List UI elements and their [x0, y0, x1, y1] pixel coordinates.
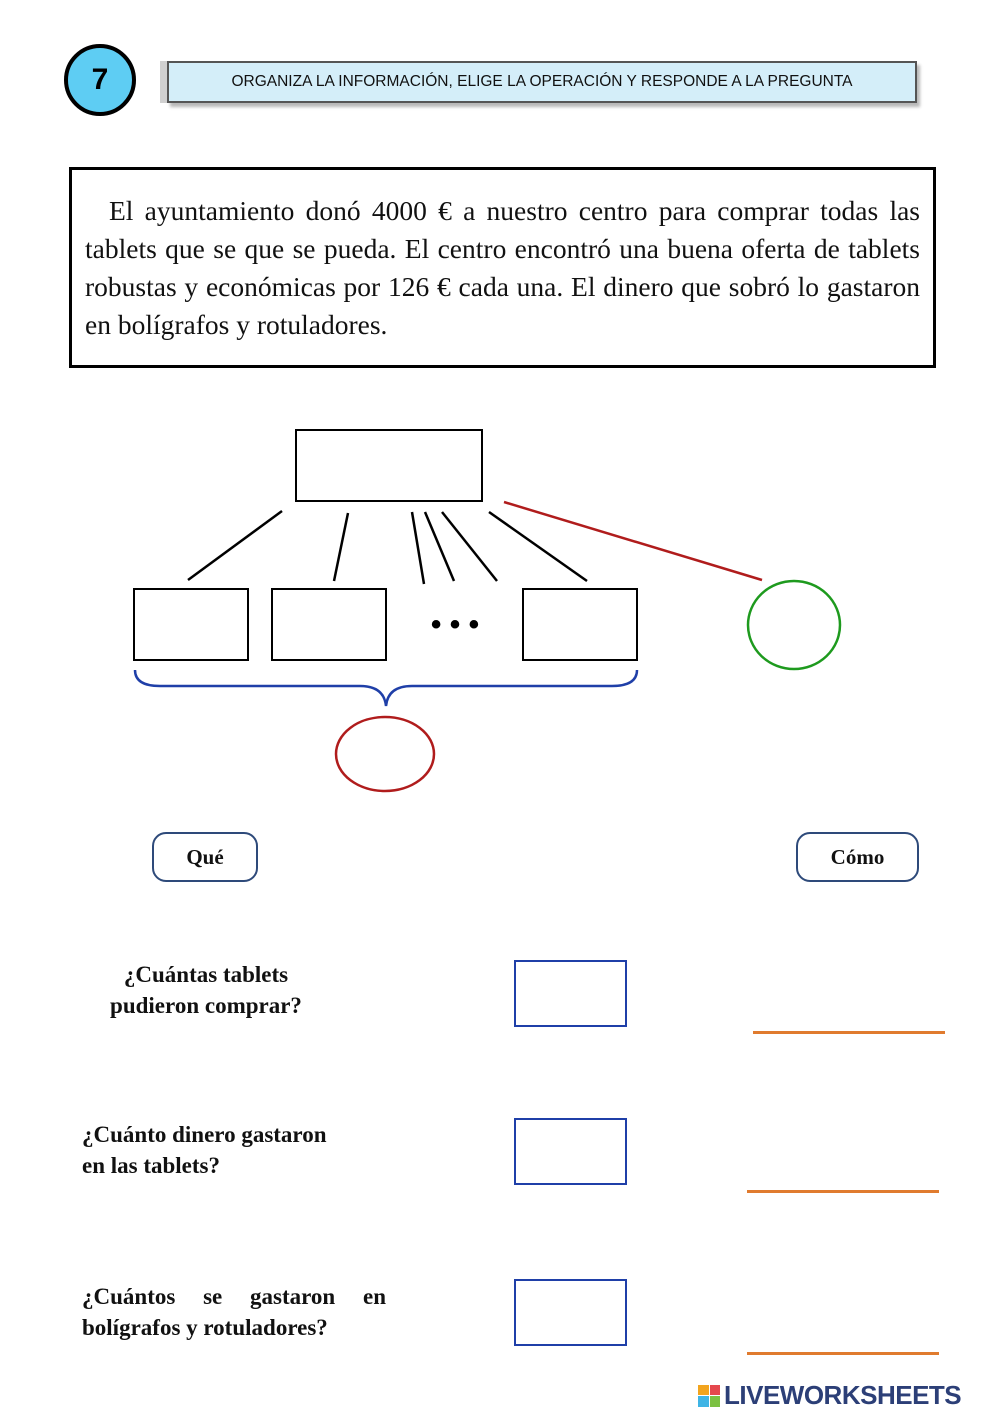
- question-1: [86, 959, 326, 1021]
- connector-line: [412, 512, 424, 584]
- curly-brace: [135, 670, 637, 706]
- connector-line: [188, 511, 282, 580]
- answer-line-3[interactable]: [747, 1352, 939, 1355]
- remainder-connector-line: [504, 502, 762, 580]
- ellipsis-dots: • • •: [430, 608, 480, 641]
- exercise-number-badge: [64, 44, 136, 116]
- operation-box-1[interactable]: [514, 960, 627, 1027]
- question-2-line-2: en las tablets?: [82, 1153, 220, 1178]
- part-box-1[interactable]: [134, 589, 248, 660]
- instruction-text: ORGANIZA LA INFORMACIÓN, ELIGE LA OPERACIÓN Y RESPONDE A LA PREGUNTA: [231, 73, 853, 90]
- question-1-line-2: pudieron comprar?: [110, 993, 302, 1018]
- que-label-text: Qué: [186, 844, 224, 869]
- count-circle[interactable]: [336, 717, 434, 791]
- part-box-2[interactable]: [272, 589, 386, 660]
- question-2-line-1: ¿Cuánto dinero gastaron: [82, 1122, 327, 1147]
- liveworksheets-watermark: [698, 1380, 961, 1411]
- instruction-banner: [167, 61, 917, 103]
- problem-text: El ayuntamiento donó 4000 € a nuestro centro para comprar todas las tablets que se que se pueda. El centro encontró una buena oferta de tablets robustas y económicas por 126 € cada una. El dinero que sobró lo gastaron en bolígrafos y rotuladores.: [85, 195, 920, 340]
- connector-line: [442, 512, 497, 581]
- question-3: [82, 1281, 386, 1343]
- exercise-number: 7: [91, 63, 109, 96]
- como-label-text: Cómo: [830, 844, 885, 869]
- question-3-line-2: bolígrafos y rotuladores?: [82, 1315, 328, 1340]
- que-label: [152, 832, 258, 882]
- watermark-text: LIVEWORKSHEETS: [724, 1380, 962, 1410]
- connector-line: [489, 512, 587, 581]
- operation-box-3[interactable]: [514, 1279, 627, 1346]
- total-box[interactable]: [296, 430, 482, 501]
- operation-box-2[interactable]: [514, 1118, 627, 1185]
- remainder-circle[interactable]: [748, 581, 840, 669]
- liveworksheets-logo-icon: [698, 1385, 720, 1407]
- part-box-last[interactable]: [523, 589, 637, 660]
- question-1-line-1: ¿Cuántas tablets: [123, 962, 289, 987]
- answer-line-1[interactable]: [753, 1031, 945, 1034]
- question-2: [82, 1119, 382, 1181]
- problem-statement-box: [69, 167, 936, 368]
- question-3-line-1: ¿Cuántos se gastaron en: [82, 1284, 386, 1309]
- connector-line: [334, 513, 348, 581]
- como-label: [796, 832, 919, 882]
- answer-line-2[interactable]: [747, 1190, 939, 1193]
- connector-line: [425, 512, 454, 581]
